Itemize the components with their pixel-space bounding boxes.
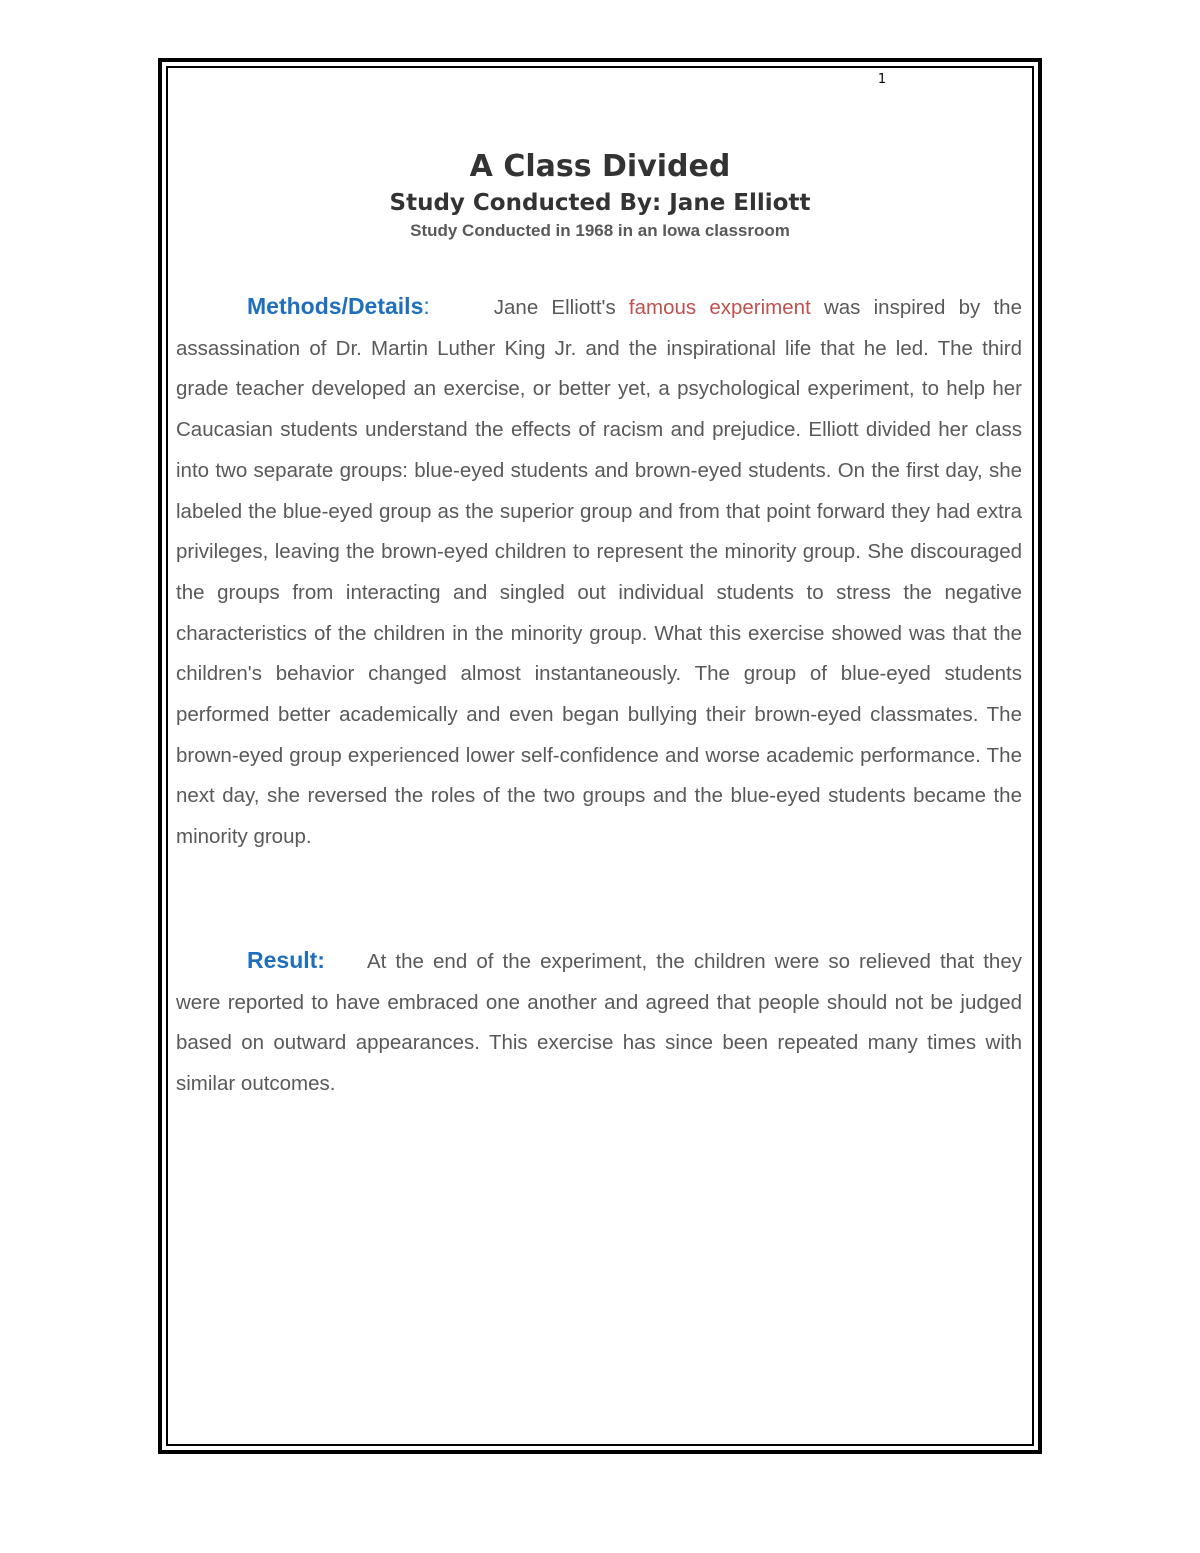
document-subtitle: Study Conducted By: Jane Elliott xyxy=(389,190,811,216)
result-heading: Result: xyxy=(247,947,325,973)
methods-heading: Methods/Details xyxy=(247,293,424,319)
document-title: A Class Divided xyxy=(469,149,731,184)
document-study-info: Study Conducted in 1968 in an Iowa classroom xyxy=(410,221,790,240)
result-paragraph xyxy=(176,940,1022,1105)
methods-heading-colon: : xyxy=(423,293,430,319)
methods-text-after: was inspired by the assassination of Dr. Martin Luther King Jr. and the inspirational life that he led. The third grade teacher developed an exercise, or better yet, a psychological experiment, to help her Caucasian students understand the effects of racism and prejudice. Elliott divided her class into two separate groups: blue-eyed students and brown-eyed students. On the first day, she labeled the blue-eyed group as the superior group and from that point forward they had extra privileges, leaving the brown-eyed children to represent the minority group. She discouraged the groups from interacting and singled out individual students to stress the negative characteristics of the children in the minority group. What this exercise showed was that the children's behavior changed almost instantaneously. The group of blue-eyed students performed better academically and even began bullying their brown-eyed classmates. The brown-eyed group experienced lower self-confidence and worse academic performance. The next day, she reversed the roles of the two groups and the blue-eyed students became the minority group. xyxy=(176,296,1022,849)
methods-paragraph xyxy=(176,286,1022,858)
result-text: At the end of the experiment, the children were so relieved that they were reported to have embraced one another and agreed that people should not be judged based on outward appearances. This exercise has since been repeated many times with similar outcomes. xyxy=(176,950,1022,1096)
page-number: 1 xyxy=(877,72,887,87)
title-block xyxy=(176,148,1024,242)
methods-text-before: Jane Elliott's xyxy=(493,296,629,319)
famous-experiment-link[interactable]: famous experiment xyxy=(628,296,811,319)
